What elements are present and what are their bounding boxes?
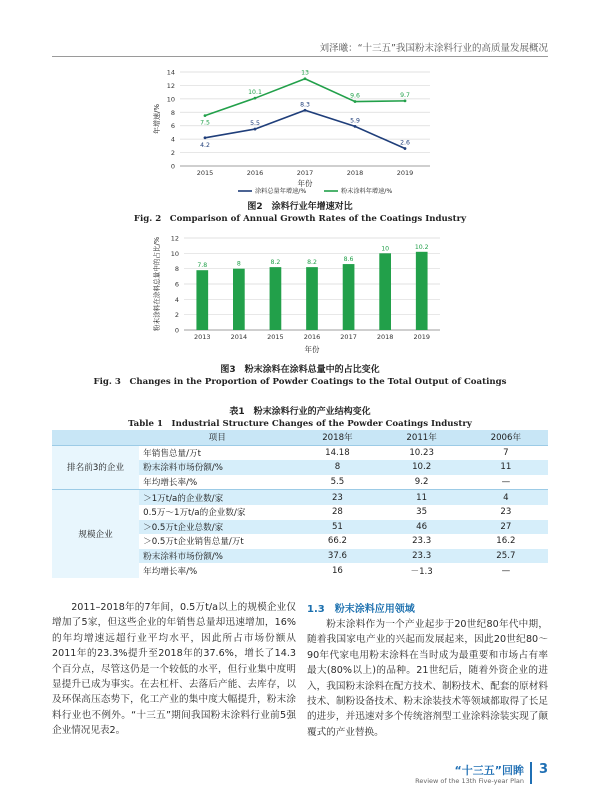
- table-group-label: 规模企业: [52, 490, 139, 578]
- legend-label: 粉末涂料年增速/%: [341, 188, 393, 195]
- data-label: 8: [236, 260, 241, 268]
- x-tick-label: 2019: [413, 333, 430, 341]
- running-header: 刘泽曦：“十三五”我国粉末涂料行业的高质量发展概况: [319, 43, 548, 54]
- data-label: 13: [301, 69, 309, 77]
- figure3-caption-cn: 图3 粉末涂料在涂料总量中的占比变化: [220, 365, 380, 375]
- legend-label: 涂料总量年增速/%: [255, 188, 307, 195]
- bar: [270, 267, 282, 330]
- table-cell: ＞0.5万t企业总数/家: [139, 520, 295, 535]
- y-tick-label: 6: [174, 280, 179, 289]
- data-point: [304, 77, 307, 80]
- y-axis-label: 粉末涂料在涂料总量中的占比/%: [153, 236, 161, 332]
- table-cell: —: [501, 565, 511, 576]
- industry-structure-table: [52, 430, 548, 578]
- table-cell: 51: [295, 520, 379, 535]
- table1-caption-en: Table 1 Industrial Structure Changes of the Powder Coatings Industry: [128, 419, 472, 429]
- data-point: [204, 136, 207, 139]
- series-line: [205, 110, 405, 148]
- table-cell: 23: [500, 507, 512, 518]
- data-label: 5.9: [350, 117, 360, 125]
- data-point: [254, 128, 257, 131]
- y-tick-label: 10: [170, 249, 179, 258]
- data-point: [304, 109, 307, 112]
- figure3-caption-en: Fig. 3 Changes in the Proportion of Powder Coatings to the Total Output of Coatings: [93, 377, 507, 387]
- table-cell: 4: [464, 490, 548, 505]
- y-tick-label: 0: [174, 326, 179, 335]
- figure2-line-chart: [150, 62, 450, 202]
- table-header-cell: 项目: [139, 430, 295, 445]
- table-cell: —: [501, 477, 511, 488]
- data-label: 8.6: [343, 256, 354, 264]
- x-axis-label: 年份: [297, 179, 313, 188]
- figure2-caption-cn: 图2 涂料行业年增速对比: [247, 202, 353, 212]
- data-point: [354, 125, 357, 128]
- y-tick-label: 0: [170, 162, 175, 171]
- table-cell: 16: [331, 565, 343, 576]
- table-cell: 10.2: [380, 460, 464, 475]
- table-cell: 7: [464, 445, 548, 460]
- bar: [416, 252, 428, 330]
- x-tick-label: 2017: [340, 333, 357, 341]
- bar: [306, 267, 318, 330]
- y-tick-label: 10: [166, 95, 175, 104]
- header-rule: [52, 56, 548, 57]
- table-cell: 年均增长率/%: [143, 478, 198, 489]
- table-cell: 23.3: [412, 536, 432, 547]
- data-point: [404, 147, 407, 150]
- data-label: 8.2: [307, 259, 317, 267]
- bar: [379, 253, 391, 330]
- x-tick-label: 2013: [194, 333, 211, 341]
- y-tick-label: 6: [170, 122, 175, 131]
- table-cell: ＞1万t/a的企业数/家: [139, 490, 295, 505]
- data-point: [254, 97, 257, 100]
- table-header-cell: 2018年: [295, 430, 379, 445]
- x-tick-label: 2015: [196, 169, 214, 177]
- data-label: 7.5: [200, 119, 210, 127]
- data-label: 5.5: [250, 120, 260, 128]
- table-header-cell: 2011年: [380, 430, 464, 445]
- y-tick-label: 14: [166, 68, 175, 77]
- footer-subtitle: Review of the 13th Five-year Plan: [415, 777, 524, 785]
- page-number: 3: [538, 762, 548, 777]
- y-tick-label: 2: [174, 311, 179, 320]
- bar: [196, 270, 208, 330]
- x-tick-label: 2016: [246, 169, 264, 177]
- table-cell: 粉末涂料市场份额/%: [139, 460, 295, 475]
- data-label: 8.2: [270, 259, 281, 267]
- table-row: [52, 490, 548, 505]
- table-cell: －1.3: [410, 566, 433, 577]
- table-cell: 25.7: [464, 549, 548, 564]
- table-cell: 年销售总量/万t: [139, 445, 295, 460]
- data-label: 8.3: [300, 101, 310, 109]
- x-tick-label: 2019: [396, 169, 414, 177]
- y-tick-label: 12: [170, 234, 179, 243]
- x-tick-label: 2018: [376, 333, 394, 341]
- section-heading: 1.3 粉末涂料应用领域: [307, 604, 415, 615]
- y-tick-label: 8: [174, 265, 179, 274]
- table-cell: 8: [295, 460, 379, 475]
- data-label: 9.7: [400, 91, 410, 99]
- x-tick-label: 2018: [346, 169, 364, 177]
- table-cell: 粉末涂料市场份额/%: [139, 549, 295, 564]
- table-cell: 23: [295, 490, 379, 505]
- table-cell: 46: [380, 520, 464, 535]
- figure2-caption-en: Fig. 2 Comparison of Annual Growth Rates of the Coatings Industry: [133, 214, 467, 224]
- figure3-bar-chart: [150, 230, 450, 358]
- body-paragraph-right: 粉末涂料作为一个产业起步于20世纪80年代中期，随着我国家电产业的兴起而发展起来，因此20世纪80～90年代家电用粉末涂料在当时成为最重要和市场占有率最大(80%以上)的品种。21世纪后，随着外资企业的进入，我国粉末涂料在配方技术、制粉技术、配套的原材料技术、制粉设备技术、粉末涂装技术等领域都取得了长足的进步，并迅速对多个传统溶剂型工业涂料涂装实现了颠覆式的产业替换。: [307, 619, 548, 738]
- table-cell: 35: [416, 507, 428, 518]
- table-cell: 37.6: [295, 549, 379, 564]
- table-cell: 16.2: [496, 536, 516, 547]
- y-tick-label: 12: [166, 81, 175, 90]
- table-cell: 23.3: [380, 549, 464, 564]
- table-cell: 10.23: [380, 445, 464, 460]
- table-header-row: [52, 430, 548, 445]
- bar: [343, 264, 355, 330]
- table-cell: 0.5万～1万t/a的企业数/家: [143, 508, 246, 519]
- table-row: [52, 445, 548, 460]
- data-label: 4.2: [200, 141, 210, 149]
- table-cell: 28: [331, 507, 343, 518]
- table-cell: 11: [464, 460, 548, 475]
- x-tick-label: 2014: [230, 333, 248, 341]
- table-cell: ＞0.5万t企业销售总量/万t: [143, 537, 244, 548]
- table-cell: 27: [464, 520, 548, 535]
- y-tick-label: 2: [170, 149, 175, 158]
- y-tick-label: 4: [170, 135, 175, 144]
- x-axis-label: 年份: [304, 345, 320, 354]
- body-paragraph-left: 2011–2018年的7年间，0.5万t/a以上的规模企业仅增加了5家，但这些企业的年销售总量却迅速增加，16%的年均增速远超行业平均水平，因此所占市场份额从2011年的23.3%提升至2018年的37.6%，增长了14.3个百分点，尽管这仍是一个较低的水平，但行业集中度明显提升已成为事实。在去杠杆、去落后产能、去库存，以及环保高压态势下，化工产业的集中度大幅提升，粉末涂料行业也不例外。“十三五”期间我国粉末涂料行业前5强企业情况见表2。: [52, 602, 296, 737]
- y-axis-label: 年增速/%: [153, 103, 161, 135]
- x-tick-label: 2017: [296, 169, 314, 177]
- data-point: [204, 114, 207, 117]
- x-tick-label: 2015: [267, 333, 284, 341]
- table-cell: 年均增长率/%: [143, 566, 198, 577]
- table-cell: 5.5: [330, 477, 345, 488]
- table-cell: 14.18: [295, 445, 379, 460]
- x-tick-label: 2016: [303, 333, 321, 341]
- table-cell: 66.2: [327, 536, 347, 547]
- data-label: 2.6: [400, 139, 410, 147]
- data-point: [404, 99, 407, 102]
- table-group-label: 排名前3的企业: [52, 445, 139, 490]
- table-cell: 11: [380, 490, 464, 505]
- data-label: 10: [381, 245, 390, 253]
- data-label: 10.1: [248, 89, 262, 97]
- footer-divider: [530, 762, 532, 784]
- data-label: 7.8: [197, 262, 208, 270]
- data-point: [354, 100, 357, 103]
- y-tick-label: 8: [170, 108, 175, 117]
- table-cell: 9.2: [414, 477, 429, 488]
- data-label: 10.2: [414, 243, 429, 251]
- data-label: 9.6: [350, 92, 360, 100]
- footer-brand: “十三五”回眸: [454, 764, 524, 777]
- y-tick-label: 4: [174, 295, 179, 304]
- table1-caption-cn: 表1 粉末涂料行业的产业结构变化: [229, 407, 371, 417]
- table-header-cell: 2006年: [464, 430, 548, 445]
- bar: [233, 269, 245, 330]
